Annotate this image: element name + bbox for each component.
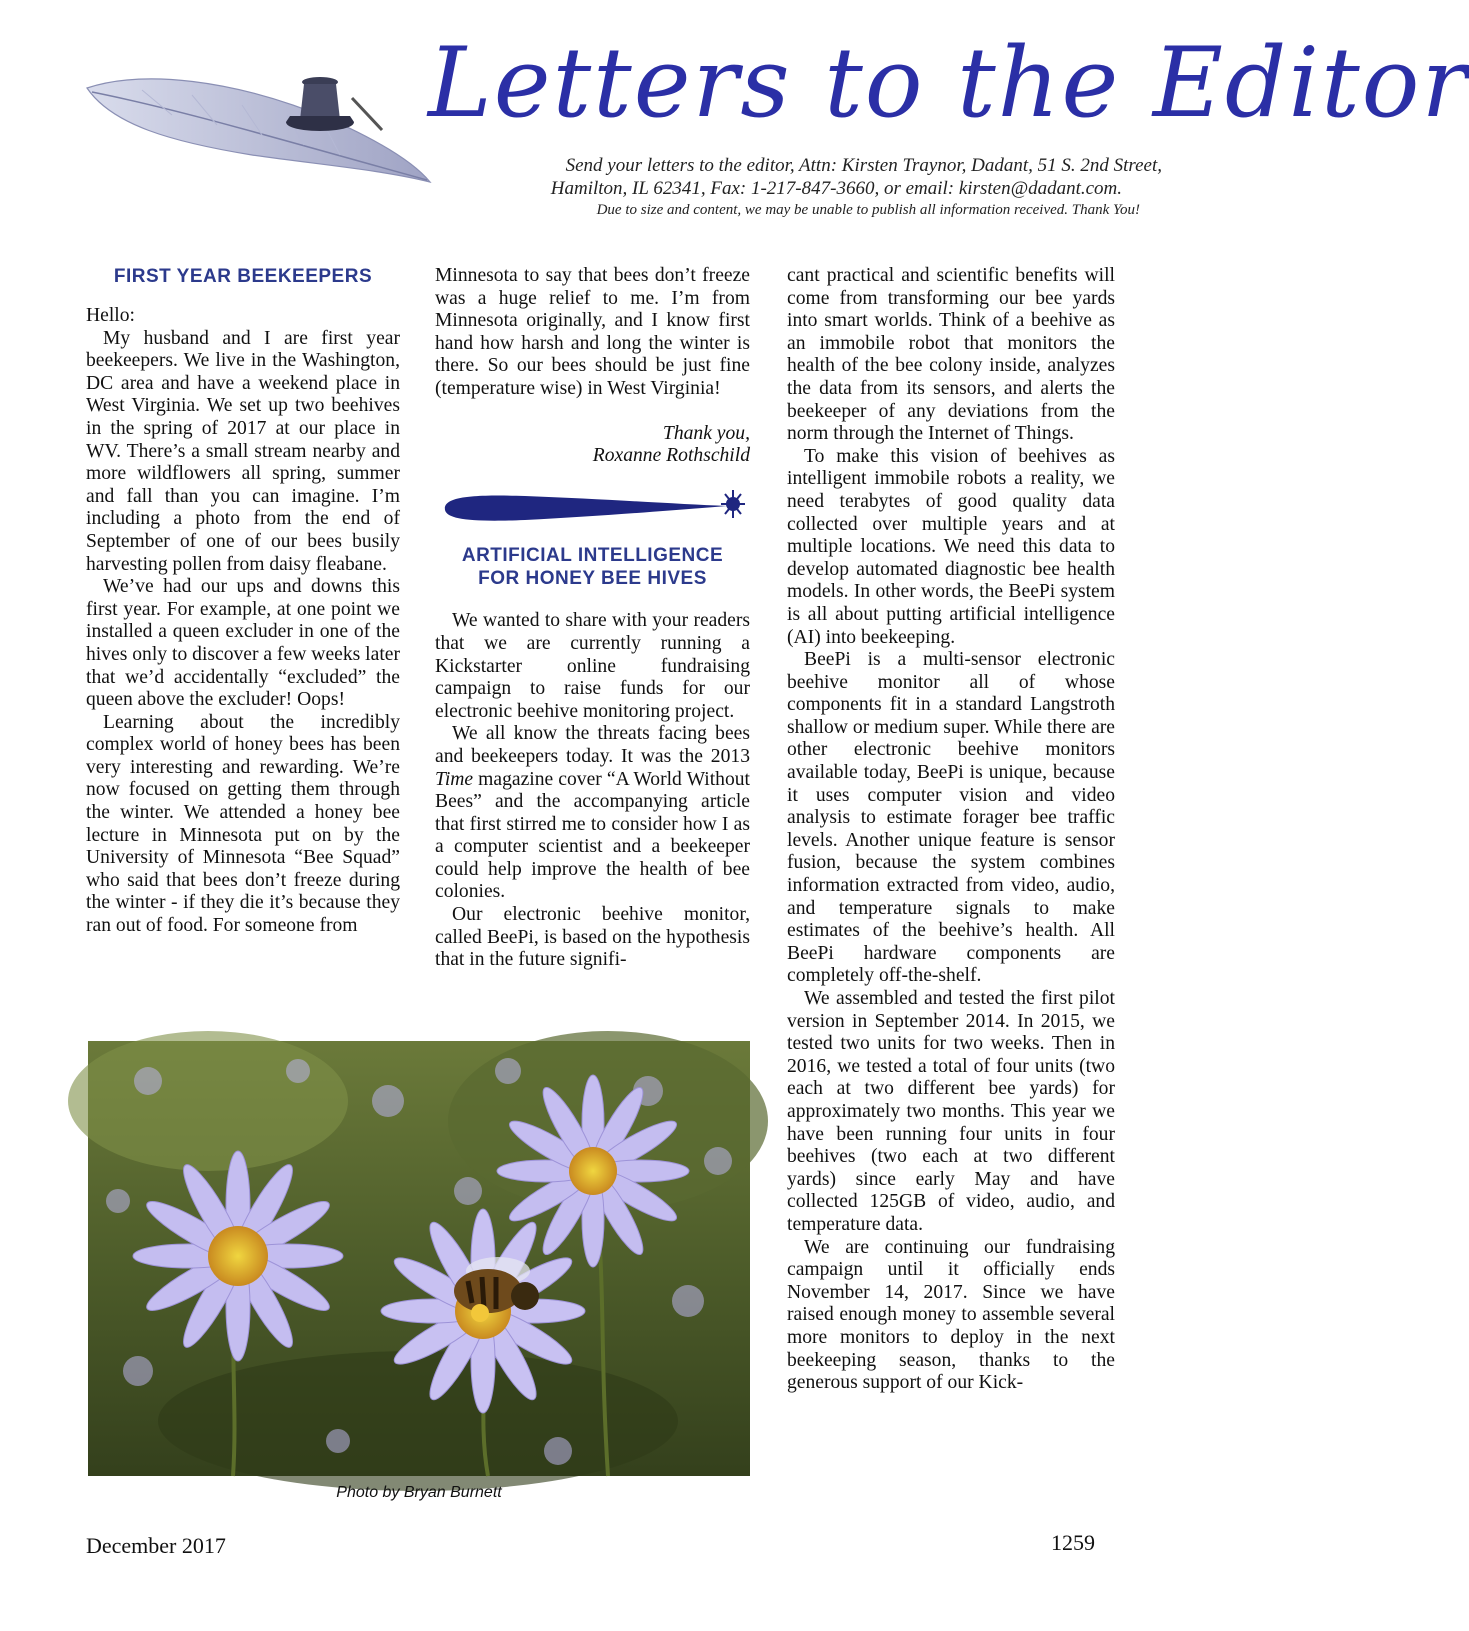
disclaimer: Due to size and content, we may be unable to publish all information received. Thank You! (596, 202, 1140, 218)
signoff (435, 423, 750, 468)
paragraph-text: magazine cover “A World Without Bees” and the accompanying article that first stirred me to consider how I as a computer scientist and a beekeeper could help improve the health of bee colonies. (435, 768, 750, 903)
paragraph: Minnesota to say that bees don’t freeze was a huge relief to me. I’m from Minnesota originally, and I know first hand how harsh and long the winter is there. So our bees should be just fine (temperature wise) in West Virginia! (435, 265, 750, 399)
signoff-text: Thank you, (662, 422, 750, 444)
photo-caption: Photo by Bryan Burnett (336, 1484, 502, 1501)
ink-stroke-divider-icon (435, 480, 750, 528)
paragraph: We wanted to share with your readers that we are currently running a Kickstarter online fundraising campaign to raise funds for our electronic beehive monitoring project. (435, 610, 750, 722)
paragraph: cant practical and scientific benefits will come from transforming our bee yards into smart worlds. Think of a beehive as an immobile robot that monitors the health of the bee colony inside, analyzes the data from its sensors, and alerts the beekeeper of any deviations from the norm through the Internet of Things. (787, 265, 1115, 445)
column-3 (787, 265, 1115, 1395)
letter-heading (435, 544, 750, 590)
paragraph-text: We all know the threats facing bees and beekeepers today. It was the 2013 (435, 723, 750, 767)
masthead (0, 0, 1469, 240)
column-1 (86, 265, 400, 938)
paragraph: BeePi is a multi-sensor electronic beehive monitor all of whose components fit in a standard Langstroth shallow or medium super. While there are other electronic beehive monitors available today, BeePi is unique, because it uses computer vision and video analysis to estimate forager bee traffic levels. Another unique feature is sensor fusion, because the system combines information extracted from video, audio, and temperature signals to make estimates of the beehive’s health. All BeePi hardware components are completely off-the-shelf. (787, 649, 1115, 987)
paragraph: My husband and I are first year beekeepers. We live in the Washington, DC area and have a weekend place in West Virginia. We set up two beehives in the spring of 2017 at our place in WV. There’s a small stream nearby and more wildflowers all spring, summer and fall than you can imagine. I’m including a photo from the end of September of one of our bees busily harvesting pollen from daisy fleabane. (86, 327, 400, 575)
paragraph: Our electronic beehive monitor, called BeePi, is based on the hypothesis that in the future signifi- (435, 904, 750, 971)
heading-line: FOR HONEY BEE HIVES (478, 568, 707, 590)
paragraph: To make this vision of beehives as intelligent immobile robots a reality, we need terabytes of good quality data collected over multiple years and at multiple locations. We need this data to develop automated diagnostic bee health models. In other words, the BeePi system is all about putting artificial intelligence (AI) into beekeeping. (787, 445, 1115, 648)
heading-line: ARTIFICIAL INTELLIGENCE (461, 545, 724, 567)
masthead-title: Letters to the Editor (428, 27, 1469, 139)
quill-and-inkwell-icon (82, 70, 432, 190)
submission-address-line-2: Hamilton, IL 62341, Fax: 1-217-847-3660, or email: kirsten@dadant.com. (550, 178, 1122, 199)
paragraph (435, 723, 750, 904)
submission-address-line-1: Send your letters to the editor, Attn: Kirsten Traynor, Dadant, 51 S. 2nd Street, (565, 155, 1162, 176)
paragraph: We are continuing our fundraising campaign until it officially ends November 14, 2017. Since we have raised enough money to assemble several more monitors to deploy in the next beekeeping season, thanks to the generous support of our Kick- (787, 1236, 1115, 1394)
letter-heading: FIRST YEAR BEEKEEPERS (113, 266, 373, 287)
greeting: Hello: (86, 305, 135, 326)
magazine-name: Time (435, 768, 474, 790)
page-number: 1259 (1051, 1530, 1095, 1555)
bee-on-aster-photo (88, 1041, 750, 1476)
paragraph: Learning about the incredibly complex world of honey bees has been very interesting and rewarding. We’re now focused on getting them through the winter. We attended a honey bee lecture in Minnesota put on by the University of Minnesota “Bee Squad” who said that bees don’t freeze during the winter - if they die it’s because they ran out of food. For someone from (86, 711, 400, 937)
flower-photo-illustration (88, 1041, 750, 1476)
signature: Roxanne Rothschild (592, 445, 750, 467)
column-2 (435, 265, 750, 972)
paragraph: We assembled and tested the first pilot version in September 2014. In 2015, we tested two units for two weeks. Then in 2016, we tested a total of four units (two each at two different bee yards) for approximately two months. This year we have been running four units in four beehives (two each at two different yards) since early May and have collected 125GB of video, audio, and temperature data. (787, 988, 1115, 1235)
paragraph: We’ve had our ups and downs this first year. For example, at one point we installed a queen excluder in one of the hives only to discover a few weeks later that we’d accidentally “excluded” the queen above the excluder! Oops! (86, 576, 400, 711)
issue-date: December 2017 (86, 1533, 226, 1558)
